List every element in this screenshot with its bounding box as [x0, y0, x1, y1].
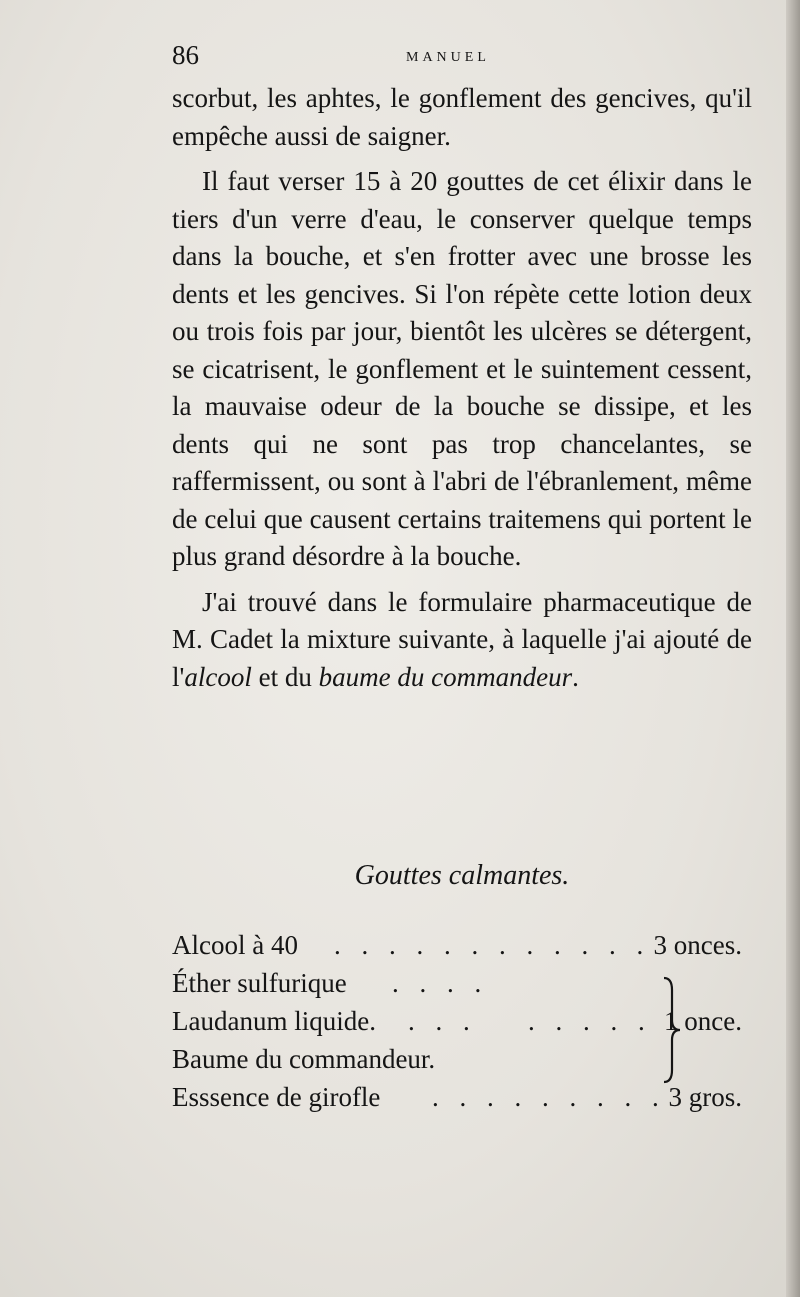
ingredient-quantity: 3 gros. [668, 1082, 742, 1112]
leader-dots: . . . [408, 1006, 477, 1036]
page-header [172, 40, 752, 80]
italic-alcool: alcool [184, 661, 252, 692]
running-head: MANUEL [406, 50, 490, 65]
italic-baume: baume du commandeur [318, 661, 573, 692]
paragraph-1: scorbut, les aphtes, le gonflement des gencives, qu'il empêche aussi de saigner. [172, 83, 752, 151]
grouped-leader-dots: . . . . . [528, 1006, 652, 1036]
body-text [172, 80, 752, 696]
page-edge-shadow [786, 0, 800, 1297]
leader-dots: . . . . . . . . . [432, 1082, 666, 1112]
ingredient-name: Éther sulfurique [172, 968, 347, 998]
paragraph-3-middle: et du [251, 661, 319, 692]
ingredient-name: Alcool à 40 [172, 930, 298, 960]
paragraph-2: Il faut verser 15 à 20 gouttes de cet élixir dans le tiers d'un verre d'eau, le conserver quelque temps dans la bouche, et s'en frotter avec une brosse les dents et les gencives. Si l'on répète cette lotion deux ou trois fois par jour, bientôt les ulcères se détergent, se cicatrisent, le gonflement et le suintement cessent, la mauvaise odeur de la bouche se dissipe, et les dents qui ne sont pas trop chancelantes, se raffermissent, ou sont à l'abri de l'ébranlement, même de celui que causent certains traitemens qui portent le plus grand désordre à la bouche. [172, 166, 752, 571]
curly-brace-icon [660, 976, 682, 1084]
recipe-row [172, 930, 752, 966]
ingredient-name: Esssence de girofle [172, 1082, 381, 1112]
ingredient-quantity: 3 onces. [653, 930, 742, 960]
ingredient-name: Baume du commandeur. [172, 1044, 436, 1074]
leader-dots: . . . . [392, 968, 489, 998]
recipe-row [172, 1082, 752, 1118]
page-number: 86 [172, 40, 199, 70]
paragraph-3 [172, 584, 752, 697]
grouped-quantity: 1 once. [664, 1006, 742, 1036]
recipe-title: Gouttes calmantes. [354, 860, 570, 891]
paragraph-3-text: J'ai trouvé dans le formulaire pharmaceutique de M. Cadet la mixture suivante, à laquelle j'ai ajouté de l' [172, 586, 752, 692]
paragraph-3-end: . [572, 661, 579, 692]
leader-dots: . . . . . . . . . . . . [334, 930, 651, 960]
ingredient-name: Laudanum liquide. [172, 1006, 376, 1036]
